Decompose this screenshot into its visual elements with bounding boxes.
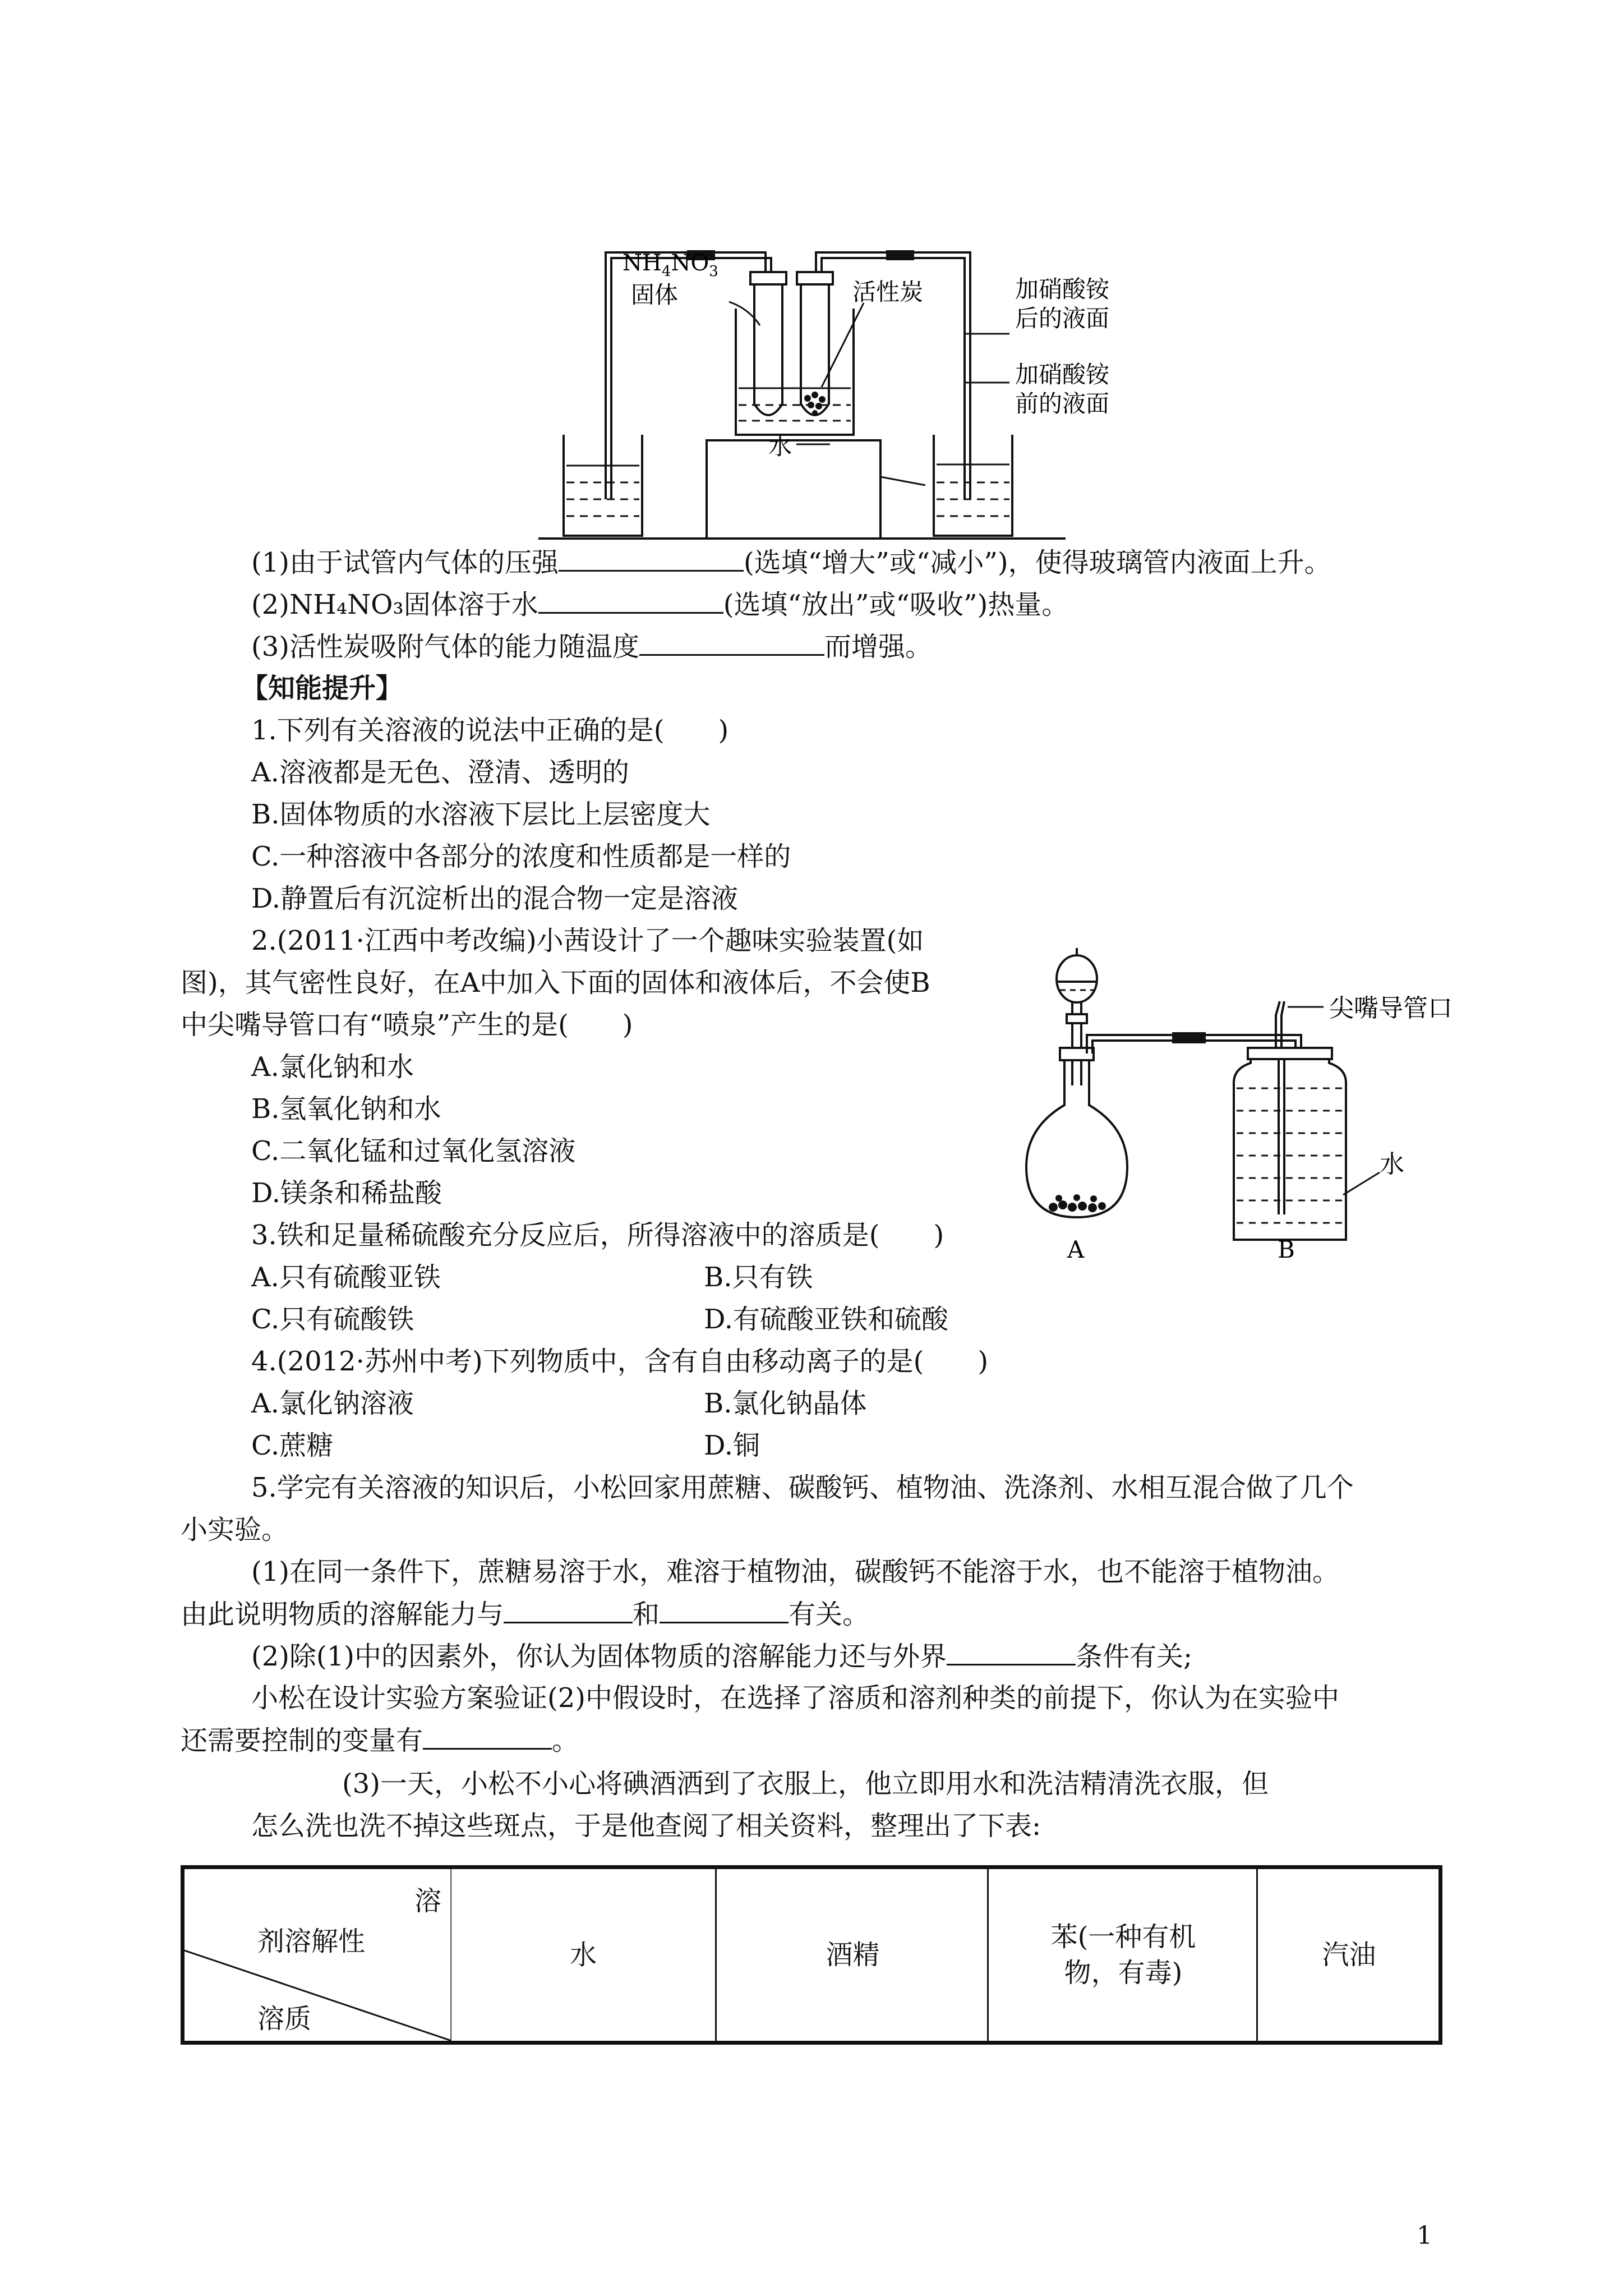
figure-nh4no3-apparatus [538, 236, 1172, 547]
label-water-b: 水 [1380, 1150, 1404, 1179]
corner-mid: 剂溶解性 [257, 1926, 366, 1957]
q5-part1-line-1: (1)在同一条件下，蔗糖易溶于水，难溶于植物油，碳酸钙不能溶于水，也不能溶于植物油。 [251, 1556, 1339, 1588]
q5-part3-line-1: (3)一天，小松不小心将碘酒洒到了衣服上，他立即用水和洗洁精清洗衣服，但 [342, 1768, 1269, 1800]
q5-stem-line-2: 小实验。 [181, 1514, 289, 1545]
q4-option-c: C.蔗糖 [251, 1430, 334, 1461]
q4-stem: 4.(2012·苏州中考)下列物质中，含有自由移动离子的是( ) [251, 1346, 989, 1377]
q3-option-d: D.有硫酸亚铁和硫酸 [704, 1304, 949, 1335]
solubility-table [181, 1865, 1442, 2045]
q5-part2b-line-1: 小松在设计实验方案验证(2)中假设时，在选择了溶质和溶剂种类的前提下，你认为在实验中 [251, 1682, 1339, 1714]
answer-blank[interactable] [660, 1597, 789, 1623]
q1-stem: 1.下列有关溶液的说法中正确的是( ) [251, 715, 729, 746]
q3-stem: 3.铁和足量稀硫酸充分反应后，所得溶液中的溶质是( ) [251, 1220, 944, 1251]
q5-part2: (2)除(1)中的因素外，你认为固体物质的溶解能力还与外界 条件有关; [251, 1639, 1192, 1673]
q1-option-a: A.溶液都是无色、澄清、透明的 [251, 757, 629, 788]
answer-blank[interactable] [639, 629, 824, 656]
q2-stem-line-1: 2.(2011·江西中考改编)小茜设计了一个趣味实验装置(如 [251, 925, 924, 956]
corner-top: 溶 [414, 1885, 442, 1917]
q2-option-d: D.镁条和稀盐酸 [251, 1177, 442, 1209]
label-nozzle: 尖嘴导管口 [1329, 994, 1453, 1023]
label-after-level-2: 后的液面 [1015, 305, 1110, 332]
label-before-level-2: 前的液面 [1015, 390, 1110, 417]
q3-option-c: C.只有硫酸铁 [251, 1304, 414, 1335]
answer-blank[interactable] [504, 1597, 633, 1623]
q5-part1-line-2: 由此说明物质的溶解能力与 和 有关。 [181, 1597, 869, 1631]
q2-stem-line-3: 中尖嘴导管口有“喷泉”产生的是( ) [181, 1009, 633, 1041]
table-corner-cell [185, 1869, 451, 2041]
intro-question-1: (1)由于试管内气体的压强 (选填“增大”或“减小”)，使得玻璃管内液面上升。 [251, 545, 1331, 579]
figure-fountain-apparatus [1021, 948, 1503, 1262]
answer-blank[interactable] [423, 1723, 552, 1750]
table-header-water-cell: 水 [569, 1939, 597, 1971]
corner-bottom: 溶质 [257, 2003, 312, 2035]
q2-option-c: C.二氧化锰和过氧化氢溶液 [251, 1135, 576, 1167]
table-header-alcohol: 酒精 [715, 1869, 989, 2041]
q5-stem-line-1: 5.学完有关溶液的知识后，小松回家用蔗糖、碳酸钙、植物油、洗涤剂、水相互混合做了几个 [251, 1472, 1354, 1503]
q1-option-c: C.一种溶液中各部分的浓度和性质都是一样的 [251, 841, 791, 872]
q2-option-b: B.氢氧化钠和水 [251, 1093, 441, 1125]
intro-question-3: (3)活性炭吸附气体的能力随温度 而增强。 [251, 629, 932, 664]
q2-stem-line-2: 图)，其气密性良好，在A中加入下面的固体和液体后，不会使B [181, 967, 930, 999]
label-a: A [1067, 1236, 1085, 1262]
q1-option-d: D.静置后有沉淀析出的混合物一定是溶液 [251, 883, 739, 914]
table-header-gasoline: 汽油 [1256, 1869, 1440, 2041]
q4-option-b: B.氯化钠晶体 [704, 1388, 867, 1419]
q4-option-a: A.氯化钠溶液 [251, 1388, 414, 1419]
answer-blank[interactable] [559, 545, 744, 572]
intro-question-2: (2)NH₄NO₃固体溶于水 (选填“放出”或“吸收”)热量。 [251, 587, 1068, 622]
section-title: 【知能提升】 [241, 673, 403, 704]
q2-option-a: A.氯化钠和水 [251, 1051, 414, 1083]
label-before-level-1: 加硝酸铵 [1015, 361, 1110, 388]
table-header-benzene: 苯(一种有机 物，有毒) [987, 1869, 1258, 2041]
q3-option-a: A.只有硫酸亚铁 [251, 1262, 441, 1293]
q1-option-b: B.固体物质的水溶液下层比上层密度大 [251, 799, 711, 830]
label-solid: 固体 [631, 281, 679, 309]
label-after-level-1: 加硝酸铵 [1015, 275, 1110, 303]
label-nh4no3: $NH_4NO_3$ [623, 250, 718, 280]
answer-blank[interactable] [538, 587, 723, 614]
label-carbon: 活性炭 [852, 278, 924, 306]
q5-part3-line-2: 怎么洗也洗不掉这些斑点，于是他查阅了相关资料，整理出了下表: [251, 1810, 1041, 1842]
q5-part2b-line-2: 还需要控制的变量有 。 [181, 1723, 579, 1757]
label-b: B [1278, 1236, 1295, 1262]
q4-option-d: D.铜 [704, 1430, 760, 1461]
answer-blank[interactable] [947, 1639, 1076, 1665]
q3-option-b: B.只有铁 [704, 1262, 813, 1293]
label-water: 水 [768, 432, 792, 460]
page-number: 1 [1417, 2221, 1432, 2250]
